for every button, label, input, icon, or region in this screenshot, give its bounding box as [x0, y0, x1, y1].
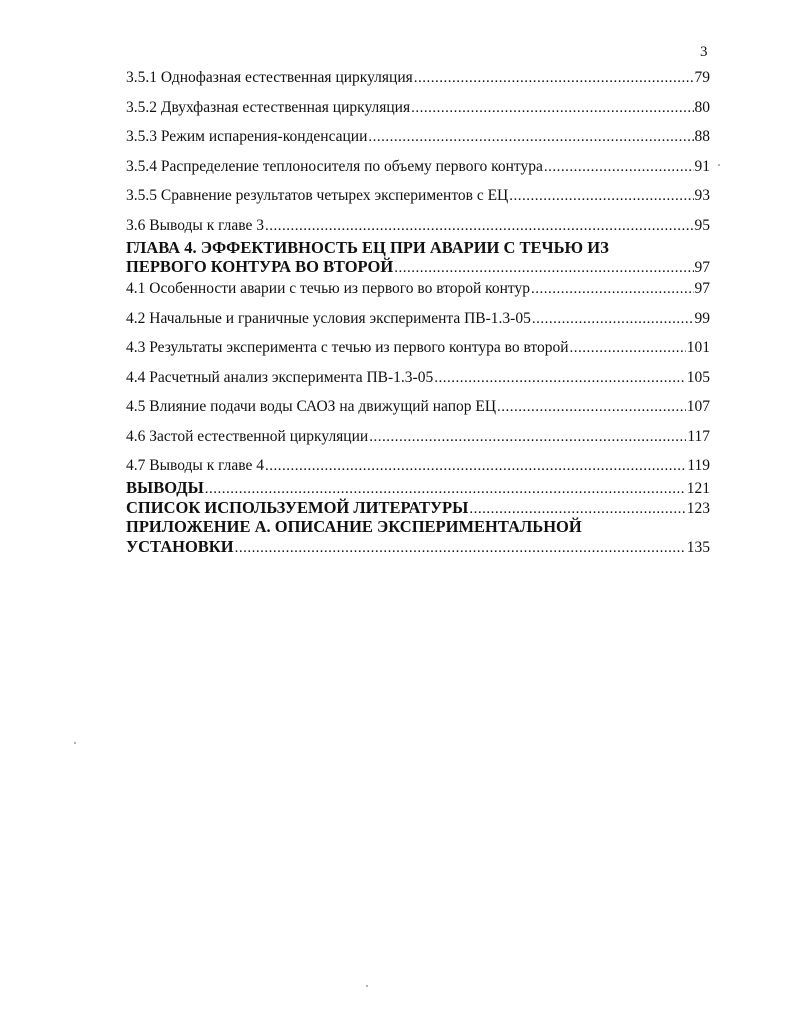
- toc-entry-page: 95: [694, 216, 710, 234]
- toc-entry-label: ПРИЛОЖЕНИЕ А. ОПИСАНИЕ ЭКСПЕРИМЕНТАЛЬНОЙ: [126, 517, 582, 536]
- toc-chapter-4-title-line-1: [126, 238, 710, 258]
- toc-entry-page: 99: [694, 309, 710, 327]
- toc-entry-label: 4.1 Особенности аварии с течью из первого во второй контур: [126, 280, 531, 297]
- toc-entry-label: 3.5.2 Двухфазная естественная циркуляция: [126, 98, 411, 116]
- toc-entry-page: 88: [694, 128, 710, 145]
- toc-entry-3-5-3: [126, 127, 710, 157]
- toc-appendix-a-line-2: [126, 537, 710, 557]
- toc-entry-4-2: [126, 309, 710, 339]
- toc-entry-3-5-2: [126, 98, 710, 128]
- toc-entry-label: 3.6 Выводы к главе 3: [126, 216, 265, 234]
- table-of-contents: [126, 68, 710, 556]
- toc-leader-dots: [434, 368, 686, 388]
- toc-entry-4-4: [126, 368, 710, 398]
- toc-entry-page: 123: [686, 499, 710, 517]
- toc-entry-label: 3.5.3 Режим испарения-конденсации: [126, 128, 368, 145]
- toc-entry-page: 105: [686, 368, 710, 386]
- toc-leader-dots: [531, 279, 693, 299]
- toc-leader-dots: [235, 539, 686, 559]
- toc-entry-page: 97: [694, 280, 710, 297]
- toc-leader-dots: [394, 259, 693, 279]
- toc-entry-label: 4.5 Влияние подачи воды САОЗ на движущий напор ЕЦ: [126, 398, 497, 415]
- scan-speck: [366, 985, 368, 987]
- toc-entry-4-5: [126, 397, 710, 427]
- toc-entry-label: ГЛАВА 4. ЭФФЕКТИВНОСТЬ ЕЦ ПРИ АВАРИИ С ТЕЧЬЮ ИЗ: [126, 237, 609, 257]
- toc-entry-4-1: [126, 279, 710, 309]
- toc-entry-label: 4.7 Выводы к главе 4: [126, 457, 265, 474]
- toc-entry-3-5-5: [126, 186, 710, 216]
- toc-references: [126, 498, 710, 518]
- toc-leader-dots: [570, 338, 686, 358]
- toc-leader-dots: [368, 127, 693, 147]
- toc-entry-4-3: [126, 338, 710, 368]
- toc-entry-page: 91: [694, 157, 710, 175]
- toc-leader-dots: [414, 68, 694, 88]
- toc-chapter-4-title-line-2: [126, 257, 710, 279]
- toc-conclusions: [126, 478, 710, 498]
- toc-entry-label: 3.5.1 Однофазная естественная циркуляция: [126, 69, 413, 86]
- toc-entry-page: 117: [687, 427, 710, 445]
- page-number: 3: [700, 44, 708, 60]
- toc-entry-page: 101: [686, 339, 710, 356]
- toc-entry-page: 107: [686, 398, 710, 415]
- scan-speck: [74, 742, 76, 744]
- toc-leader-dots: [532, 309, 694, 329]
- toc-entry-3-6: [126, 216, 710, 238]
- toc-entry-3-5-4: [126, 157, 710, 187]
- scan-speck: [718, 164, 720, 166]
- toc-entry-label: ВЫВОДЫ: [126, 478, 204, 497]
- toc-leader-dots: [265, 456, 686, 476]
- toc-entry-page: 135: [686, 538, 710, 556]
- toc-appendix-a-line-1: [126, 517, 710, 537]
- toc-entry-page: 119: [687, 457, 710, 474]
- toc-entry-page: 93: [694, 187, 710, 204]
- toc-entry-page: 79: [694, 69, 710, 86]
- toc-entry-label: 4.2 Начальные и граничные условия эксперимента ПВ-1.3-05: [126, 309, 531, 327]
- toc-entry-label: ПЕРВОГО КОНТУРА ВО ВТОРОЙ: [126, 257, 394, 276]
- toc-entry-label: 4.4 Расчетный анализ эксперимента ПВ-1.3-05: [126, 368, 434, 386]
- toc-entry-label: УСТАНОВКИ: [126, 536, 234, 556]
- toc-entry-label: 3.5.4 Распределение теплоносителя по объему первого контура: [126, 157, 543, 175]
- toc-leader-dots: [369, 427, 686, 447]
- toc-entry-4-6: [126, 427, 710, 457]
- toc-entry-page: 80: [694, 98, 710, 116]
- toc-leader-dots: [265, 216, 693, 236]
- toc-entry-label: 4.3 Результаты эксперимента с течью из первого контура во второй: [126, 339, 569, 356]
- toc-entry-label: СПИСОК ИСПОЛЬЗУЕМОЙ ЛИТЕРАТУРЫ: [126, 497, 469, 517]
- toc-leader-dots: [497, 397, 686, 417]
- toc-leader-dots: [509, 186, 693, 206]
- toc-entry-page: 97: [694, 259, 710, 276]
- toc-entry-page: 121: [686, 480, 710, 497]
- toc-leader-dots: [411, 98, 693, 118]
- toc-entry-label: 3.5.5 Сравнение результатов четырех экспериментов с ЕЦ: [126, 187, 509, 204]
- toc-entry-3-5-1: [126, 68, 710, 98]
- toc-leader-dots: [544, 157, 694, 177]
- toc-entry-4-7: [126, 456, 710, 478]
- toc-entry-label: 4.6 Застой естественной циркуляции: [126, 427, 369, 445]
